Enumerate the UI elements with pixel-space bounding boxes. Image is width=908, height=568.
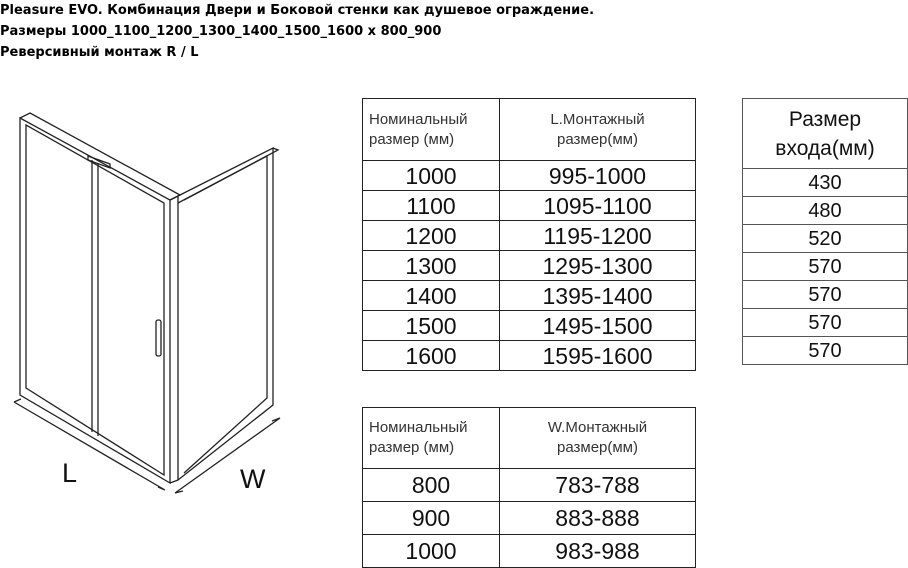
mounting-line: Реверсивный монтаж R / L bbox=[0, 45, 199, 60]
header-text: входа(мм) bbox=[775, 136, 875, 160]
table-row bbox=[363, 281, 696, 311]
nominal-cell: 1100 bbox=[363, 191, 500, 221]
door-handle bbox=[156, 320, 161, 356]
table-row bbox=[743, 309, 908, 337]
table-row bbox=[363, 341, 696, 371]
nominal-cell: 1600 bbox=[363, 341, 500, 371]
table-row bbox=[743, 281, 908, 309]
front-panel-inner bbox=[26, 125, 164, 475]
table-row bbox=[743, 197, 908, 225]
header-text: Номинальный bbox=[369, 419, 468, 436]
nominal-cell: 1000 bbox=[363, 161, 500, 191]
mount-cell: 1295-1300 bbox=[500, 251, 696, 281]
header-mount-w bbox=[500, 408, 696, 469]
mount-cell: 1095-1100 bbox=[500, 191, 696, 221]
header-text: W.Монтажный bbox=[547, 419, 648, 436]
header-text: размер (мм) bbox=[369, 439, 455, 456]
entry-cell: 480 bbox=[743, 197, 908, 225]
top-rail bbox=[20, 113, 180, 200]
table-entry-size bbox=[742, 98, 908, 365]
nominal-cell: 1000 bbox=[363, 535, 500, 568]
side-panel-outer bbox=[178, 148, 273, 480]
mount-cell: 783-788 bbox=[500, 469, 696, 502]
entry-cell: 570 bbox=[743, 309, 908, 337]
header-text: размер(мм) bbox=[556, 439, 638, 456]
nominal-cell: 900 bbox=[363, 502, 500, 535]
header-text: Номинальный bbox=[369, 110, 468, 128]
nominal-cell: 1200 bbox=[363, 221, 500, 251]
table-row bbox=[743, 337, 908, 365]
mount-cell: 1395-1400 bbox=[500, 281, 696, 311]
nominal-cell: 1300 bbox=[363, 251, 500, 281]
table-row bbox=[743, 253, 908, 281]
header-nominal bbox=[363, 408, 500, 469]
table-row bbox=[363, 311, 696, 341]
mount-cell: 1595-1600 bbox=[500, 341, 696, 371]
mount-cell: 995-1000 bbox=[500, 161, 696, 191]
door-frame bbox=[92, 160, 98, 436]
nominal-cell: 1400 bbox=[363, 281, 500, 311]
header-nominal bbox=[363, 99, 500, 161]
sizes-line: Размеры 1000_1100_1200_1300_1400_1500_1600 x 800_900 bbox=[0, 24, 442, 39]
entry-cell: 520 bbox=[743, 225, 908, 253]
table-row bbox=[363, 221, 696, 251]
table-row bbox=[363, 251, 696, 281]
mount-cell: 983-988 bbox=[500, 535, 696, 568]
table-l-mounting-size bbox=[362, 98, 696, 371]
entry-cell: 430 bbox=[743, 169, 908, 197]
entry-cell: 570 bbox=[743, 337, 908, 365]
header-text: Размер bbox=[788, 107, 862, 131]
table-row bbox=[743, 225, 908, 253]
mount-cell: 1195-1200 bbox=[500, 221, 696, 251]
table-w-mounting-size bbox=[362, 407, 696, 568]
label-w: W bbox=[240, 464, 266, 494]
label-l: L bbox=[62, 458, 78, 488]
table-row bbox=[363, 502, 696, 535]
entry-cell: 570 bbox=[743, 281, 908, 309]
table-row bbox=[743, 169, 908, 197]
dimension-line-l bbox=[14, 399, 165, 490]
header-entry bbox=[743, 99, 908, 169]
header-mount-l bbox=[500, 99, 696, 161]
title-line: Pleasure EVO. Комбинация Двери и Боковой стенки как душевое ограждение. bbox=[0, 3, 595, 18]
header-text: L.Монтажный bbox=[550, 110, 645, 128]
mount-cell: 1495-1500 bbox=[500, 311, 696, 341]
mount-cell: 883-888 bbox=[500, 502, 696, 535]
nominal-cell: 800 bbox=[363, 469, 500, 502]
shower-enclosure-drawing bbox=[0, 0, 360, 562]
side-panel-inner bbox=[184, 156, 267, 473]
header-text: размер(мм) bbox=[556, 130, 638, 148]
nominal-cell: 1500 bbox=[363, 311, 500, 341]
entry-cell: 570 bbox=[743, 253, 908, 281]
header-text: размер (мм) bbox=[369, 130, 455, 148]
front-panel-outer bbox=[20, 118, 170, 483]
table-row bbox=[363, 469, 696, 502]
corner-post bbox=[170, 196, 178, 483]
table-row bbox=[363, 191, 696, 221]
side-top-rail bbox=[178, 148, 278, 203]
table-row bbox=[363, 535, 696, 568]
table-row bbox=[363, 161, 696, 191]
